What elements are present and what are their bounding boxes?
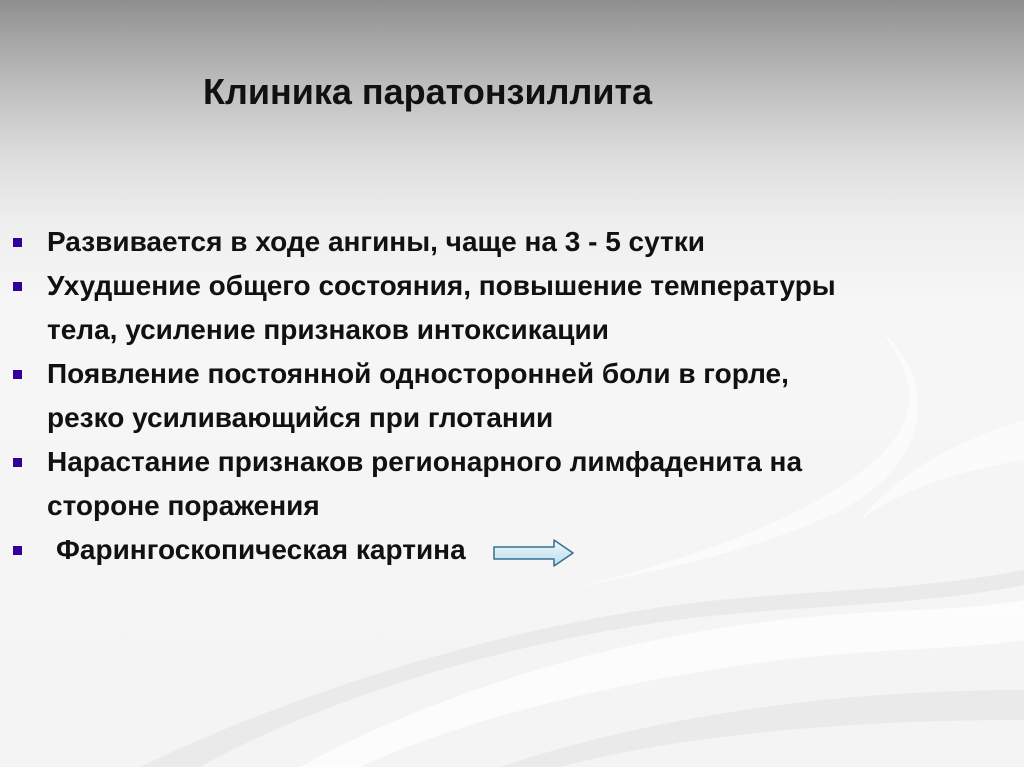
bullet-item: [12, 352, 1018, 440]
bullet-item: [12, 440, 1018, 528]
square-bullet-icon: [13, 282, 22, 291]
bullet-text: резко усиливающийся при глотании: [47, 402, 554, 433]
bullet-text: стороне поражения: [47, 490, 320, 521]
slide-title: Клиника паратонзиллита: [203, 71, 653, 112]
square-bullet-icon: [13, 370, 22, 379]
bullet-item: [12, 264, 1018, 352]
bullet-text: тела, усиление признаков интоксикации: [47, 314, 609, 345]
bullet-list: [12, 220, 1018, 572]
bullet-text: Развивается в ходе ангины, чаще на 3 - 5 сутки: [47, 226, 705, 257]
bullet-item: [12, 220, 1018, 264]
bullet-text: Фарингоскопическая картина: [56, 534, 466, 565]
last-bullet-line: [47, 528, 576, 572]
bullet-item: [12, 528, 1018, 572]
square-bullet-icon: [13, 458, 22, 467]
bullet-text: Появление постоянной односторонней боли в горле,: [47, 358, 789, 389]
square-bullet-icon: [13, 546, 22, 555]
bullet-text: Ухудшение общего состояния, повышение температуры: [47, 270, 836, 301]
right-arrow-icon[interactable]: [492, 538, 576, 568]
bullet-text: Нарастание признаков регионарного лимфаденита на: [47, 446, 803, 477]
square-bullet-icon: [13, 238, 22, 247]
